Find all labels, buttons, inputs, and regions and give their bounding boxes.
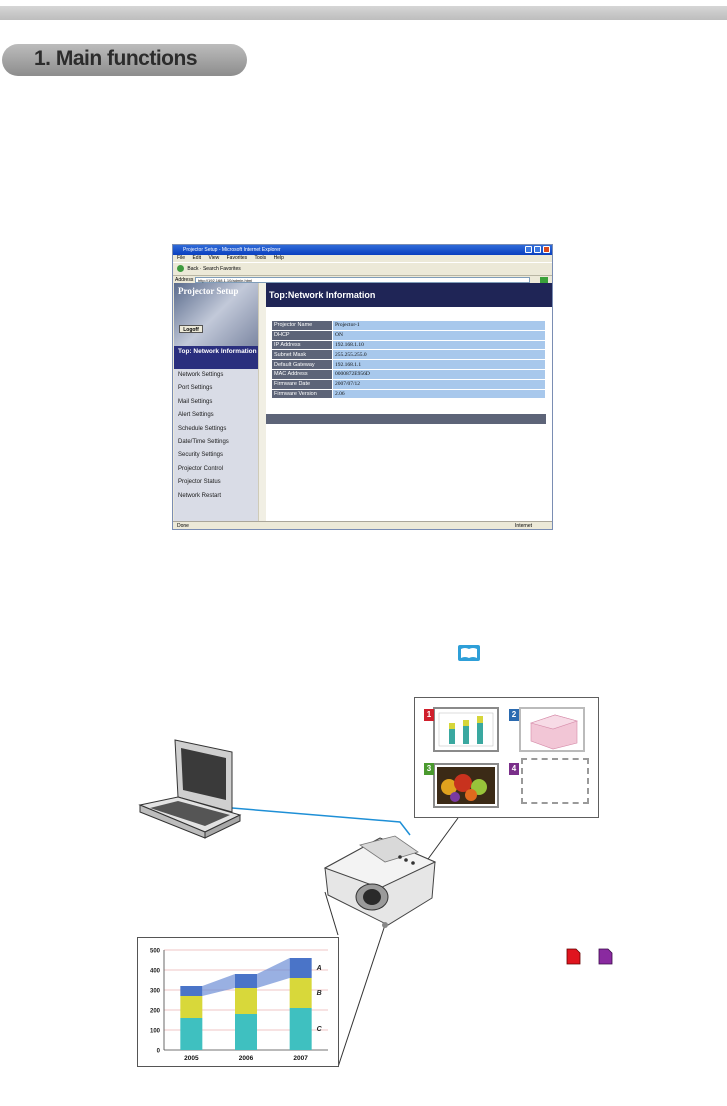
- bar-segment: [180, 1018, 202, 1050]
- row-key: IP Address: [272, 340, 333, 350]
- book-icon: [458, 645, 480, 661]
- row-value: 0000872E956D: [333, 369, 546, 379]
- bar-segment: [235, 1014, 257, 1050]
- browser-toolbar: [173, 262, 552, 276]
- laptop-icon: [140, 740, 240, 838]
- status-zone: Internet: [515, 523, 532, 529]
- chart-panel: [137, 937, 339, 1067]
- brand-title: Projector Setup: [178, 286, 239, 296]
- menu-file[interactable]: File: [177, 255, 186, 261]
- menu-edit[interactable]: Edit: [192, 255, 202, 261]
- section-title: 1. Main functions: [34, 47, 198, 70]
- sidebar-item-mail-settings[interactable]: Mail Settings: [178, 398, 213, 405]
- x-tick-label: 2007: [293, 1055, 308, 1062]
- screen-tile-1: [433, 707, 499, 752]
- fruit-photo-icon: [435, 765, 497, 806]
- minimize-icon[interactable]: [525, 246, 532, 253]
- row-key: Default Gateway: [272, 360, 333, 370]
- browser-page: [174, 283, 552, 521]
- stacked-bar-chart: [138, 938, 338, 1066]
- sidebar-item-schedule-settings[interactable]: Schedule Settings: [178, 425, 227, 432]
- row-key: Subnet Mask: [272, 350, 333, 360]
- red-document-icon: [566, 948, 581, 965]
- screen-tile-2: [519, 707, 585, 752]
- tile-badge-4: 4: [509, 763, 519, 775]
- maximize-icon[interactable]: [534, 246, 541, 253]
- browser-title-bar: [173, 245, 552, 255]
- address-label: Address: [175, 277, 194, 283]
- address-field[interactable]: http://192.168.1.10/admin.html: [195, 277, 530, 283]
- table-row: [272, 369, 546, 379]
- tile-badge-2: 2: [509, 709, 519, 721]
- y-tick-label: 100: [149, 1028, 160, 1035]
- bar-segment: [180, 996, 202, 1018]
- screen-tile-3: [433, 763, 499, 808]
- building-thumbnail-icon: [521, 709, 583, 750]
- table-row: [272, 379, 546, 389]
- row-value: 255.255.255.0: [333, 350, 546, 360]
- browser-title: Projector Setup - Microsoft Internet Explorer: [183, 247, 281, 253]
- series-label: B: [316, 990, 322, 997]
- sidebar: [174, 283, 258, 521]
- sidebar-item-projector-control[interactable]: Projector Control: [178, 465, 224, 472]
- purple-document-icon: [598, 948, 613, 965]
- main-content: [266, 283, 552, 521]
- header-bar: [0, 6, 727, 20]
- y-tick-label: 300: [149, 988, 160, 995]
- y-tick-label: 0: [156, 1048, 160, 1055]
- status-bar: [173, 521, 552, 529]
- y-tick-label: 400: [149, 968, 160, 975]
- sidebar-item-port-settings[interactable]: Port Settings: [178, 385, 213, 392]
- menu-help[interactable]: Help: [273, 255, 284, 261]
- network-info-table: [271, 320, 546, 399]
- sidebar-item-security-settings[interactable]: Security Settings: [178, 452, 224, 459]
- bar-segment: [290, 1008, 312, 1050]
- tile-badge-1: 1: [424, 709, 434, 721]
- table-row: [272, 321, 546, 331]
- status-text: Done: [177, 523, 189, 529]
- series-label: C: [316, 1026, 322, 1033]
- tile-badge-3: 3: [424, 763, 434, 775]
- browser-menu-bar: [173, 255, 552, 262]
- series-band: [257, 958, 290, 988]
- row-value: 2007/07/12: [333, 379, 546, 389]
- browser-window: [172, 244, 553, 530]
- row-value: ON: [333, 330, 546, 340]
- network-illustration: [0, 690, 727, 1090]
- x-tick-label: 2006: [238, 1055, 254, 1062]
- table-row: [272, 389, 546, 399]
- table-row: [272, 340, 546, 350]
- sidebar-scrollbar[interactable]: [258, 283, 266, 521]
- sidebar-item-datetime-settings[interactable]: Date/Time Settings: [178, 438, 229, 445]
- back-icon[interactable]: [177, 265, 184, 272]
- bar-segment: [235, 988, 257, 1014]
- row-key: Firmware Version: [272, 389, 333, 399]
- bar-segment: [235, 974, 257, 988]
- toolbar-text[interactable]: Back · Search Favorites: [187, 266, 241, 272]
- logoff-button[interactable]: Logoff: [179, 325, 203, 333]
- bar-segment: [290, 978, 312, 1008]
- row-key: MAC Address: [272, 369, 333, 379]
- screen-tile-4: [521, 758, 589, 804]
- row-value: 192.168.1.1: [333, 360, 546, 370]
- projector-icon: [325, 836, 435, 928]
- sidebar-item-network-settings[interactable]: Network Settings: [178, 372, 224, 378]
- table-row: [272, 330, 546, 340]
- row-value: Projector-1: [333, 321, 546, 331]
- y-tick-label: 500: [149, 948, 160, 955]
- menu-tools[interactable]: Tools: [254, 255, 267, 261]
- series-band: [202, 974, 235, 996]
- series-label: A: [316, 965, 322, 972]
- sidebar-item-network-restart[interactable]: Network Restart: [178, 492, 222, 499]
- menu-favorites[interactable]: Favorites: [226, 255, 248, 261]
- sidebar-header: [174, 283, 258, 346]
- sidebar-item-alert-settings[interactable]: Alert Settings: [178, 412, 214, 419]
- row-key: Firmware Date: [272, 379, 333, 389]
- footer-bar: [266, 414, 546, 424]
- y-tick-label: 200: [149, 1008, 160, 1015]
- close-icon[interactable]: [543, 246, 550, 253]
- table-row: [272, 350, 546, 360]
- page-heading: Top:Network Information: [266, 283, 552, 307]
- chart-thumbnail-icon: [435, 709, 497, 750]
- sidebar-item-top[interactable]: Top: Network Information: [174, 346, 258, 369]
- bar-segment: [290, 958, 312, 978]
- row-value: 2.06: [333, 389, 546, 399]
- row-key: DHCP: [272, 330, 333, 340]
- projection-screen: [414, 697, 599, 818]
- x-tick-label: 2005: [184, 1055, 199, 1062]
- bar-segment: [180, 986, 202, 996]
- section-title-pill: [2, 44, 247, 76]
- table-row: [272, 360, 546, 370]
- row-key: Projector Name: [272, 321, 333, 331]
- sidebar-item-projector-status[interactable]: Projector Status: [178, 479, 221, 486]
- menu-view[interactable]: View: [208, 255, 220, 261]
- row-value: 192.168.1.10: [333, 340, 546, 350]
